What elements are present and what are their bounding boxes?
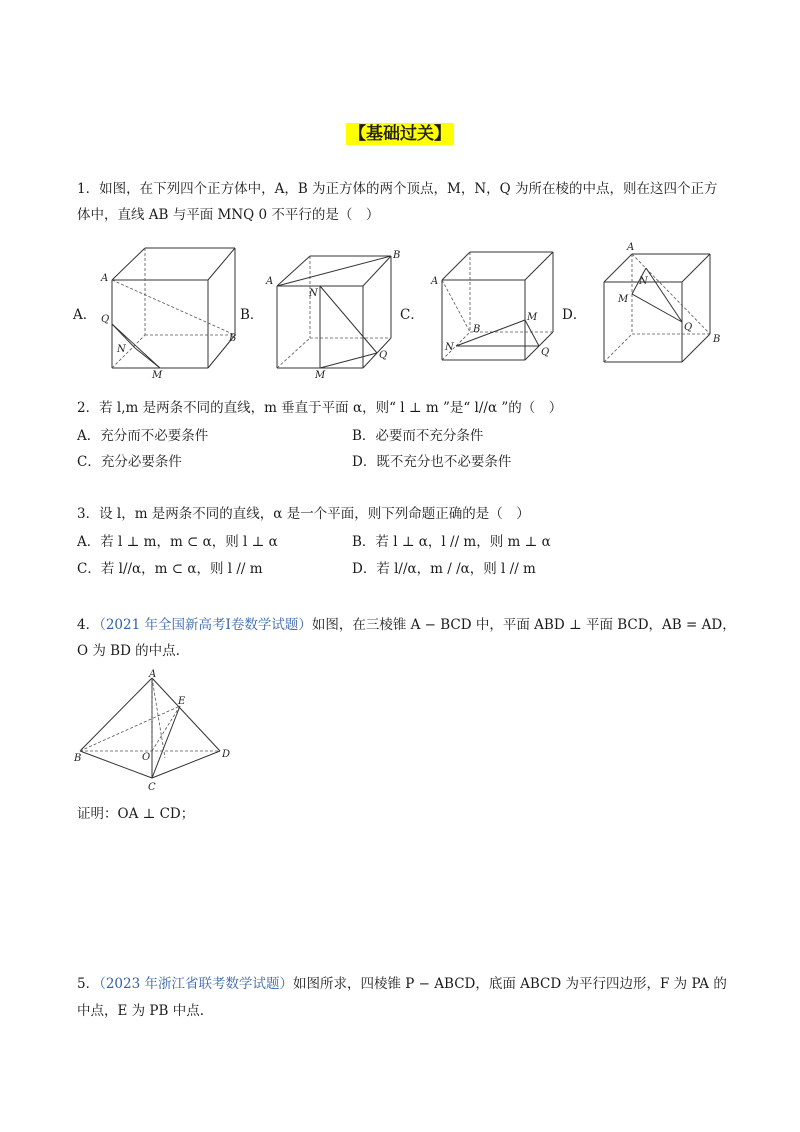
q2-stem: 2．若 l,m 是两条不同的直线，m 垂直于平面 α，则“ l ⊥ m ”是“ l//α ”的（ ） [77, 400, 563, 416]
q4-label-a: A [149, 669, 157, 680]
q4-proof-prompt: 证明：OA ⊥ CD； [77, 806, 195, 822]
cube-a-label-a: A [101, 273, 109, 284]
q1-option-b-label: B． [240, 307, 264, 323]
q5-stem-text: 如图所求，四棱锥 P − ABCD，底面 ABCD 为平行四边形，F 为 PA 的 [293, 976, 727, 992]
q1-cube-c-figure [425, 240, 570, 380]
cube-b-label-b: B [393, 250, 401, 261]
q5-source: （2023 年浙江省联考数学试题） [99, 976, 293, 992]
cube-c-label-m: M [527, 312, 538, 323]
q2-option-d: D．既不充分也不必要条件 [352, 454, 512, 470]
cube-d-label-b: B [713, 334, 721, 345]
q4-label-c: C [148, 782, 156, 793]
q5-stem-line2: 中点，E 为 PB 中点. [77, 1003, 205, 1019]
q2-option-b: B．必要而不充分条件 [352, 428, 484, 444]
q4-label-b: B [74, 753, 82, 764]
cube-c-label-a: A [431, 276, 439, 287]
cube-d-label-a: A [627, 242, 635, 253]
cube-b-label-q: Q [379, 350, 388, 361]
q1-option-c-label: C． [400, 307, 424, 323]
q2-option-c: C．充分必要条件 [77, 454, 182, 470]
q4-stem-line1 [77, 616, 736, 634]
q4-label-d: D [222, 749, 231, 760]
cube-d-label-n: N [639, 276, 648, 287]
q1-cube-d-figure [590, 238, 735, 378]
cube-d-label-q: Q [684, 322, 693, 333]
q2-option-a: A．充分而不必要条件 [77, 428, 209, 444]
cube-c-label-n: N [445, 342, 454, 353]
q1-cube-b-figure [265, 240, 410, 380]
q3-option-d: D．若 l//α，m / /α，则 l // m [352, 561, 536, 577]
cube-c-label-q: Q [541, 347, 550, 358]
q4-label-o: O [142, 752, 151, 763]
q1-stem-line2: 体中，直线 AB 与平面 MNQ 0 不平行的是（ ） [77, 207, 380, 223]
q1-option-d-label: D． [562, 307, 587, 323]
cube-b-label-a: A [266, 276, 274, 287]
cube-a-label-q: Q [101, 314, 110, 325]
cube-a-label-n: N [117, 344, 126, 355]
cube-a-label-m: M [152, 370, 163, 380]
section-title: 【基础过关】 [0, 119, 800, 144]
q4-stem-line2: O 为 BD 的中点. [77, 643, 180, 659]
q1-cube-a-figure [95, 240, 240, 380]
q4-number: 4． [77, 617, 100, 633]
q5-number: 5． [77, 976, 100, 992]
q4-pyramid-figure [70, 668, 240, 798]
cube-a-label-b: B [229, 333, 237, 344]
q4-stem-text: 如图，在三棱锥 A − BCD 中，平面 ABD ⊥ 平面 BCD，AB = AD， [311, 617, 736, 633]
q1-stem-line1: 1．如图，在下列四个正方体中，A，B 为正方体的两个顶点，M，N，Q 为所在棱的中点，则在这四个正方 [77, 181, 718, 197]
q4-label-e: E [178, 696, 186, 707]
q5-stem-line1 [77, 975, 727, 993]
q3-option-c: C．若 l//α，m ⊂ α，则 l // m [77, 561, 263, 577]
q1-option-a-label: A． [73, 307, 97, 323]
cube-c-label-b: B [473, 324, 481, 335]
q3-option-b: B．若 l ⊥ α，l // m，则 m ⊥ α [352, 534, 551, 550]
q4-source: （2021 年全国新高考Ⅰ卷数学试题） [99, 617, 312, 633]
q3-option-a: A．若 l ⊥ m，m ⊂ α，则 l ⊥ α [77, 534, 278, 550]
q3-stem: 3．设 l，m 是两条不同的直线，α 是一个平面，则下列命题正确的是（ ） [77, 506, 530, 522]
cube-d-label-m: M [618, 294, 629, 305]
cube-b-label-n: N [309, 288, 318, 299]
cube-b-label-m: M [315, 370, 326, 380]
